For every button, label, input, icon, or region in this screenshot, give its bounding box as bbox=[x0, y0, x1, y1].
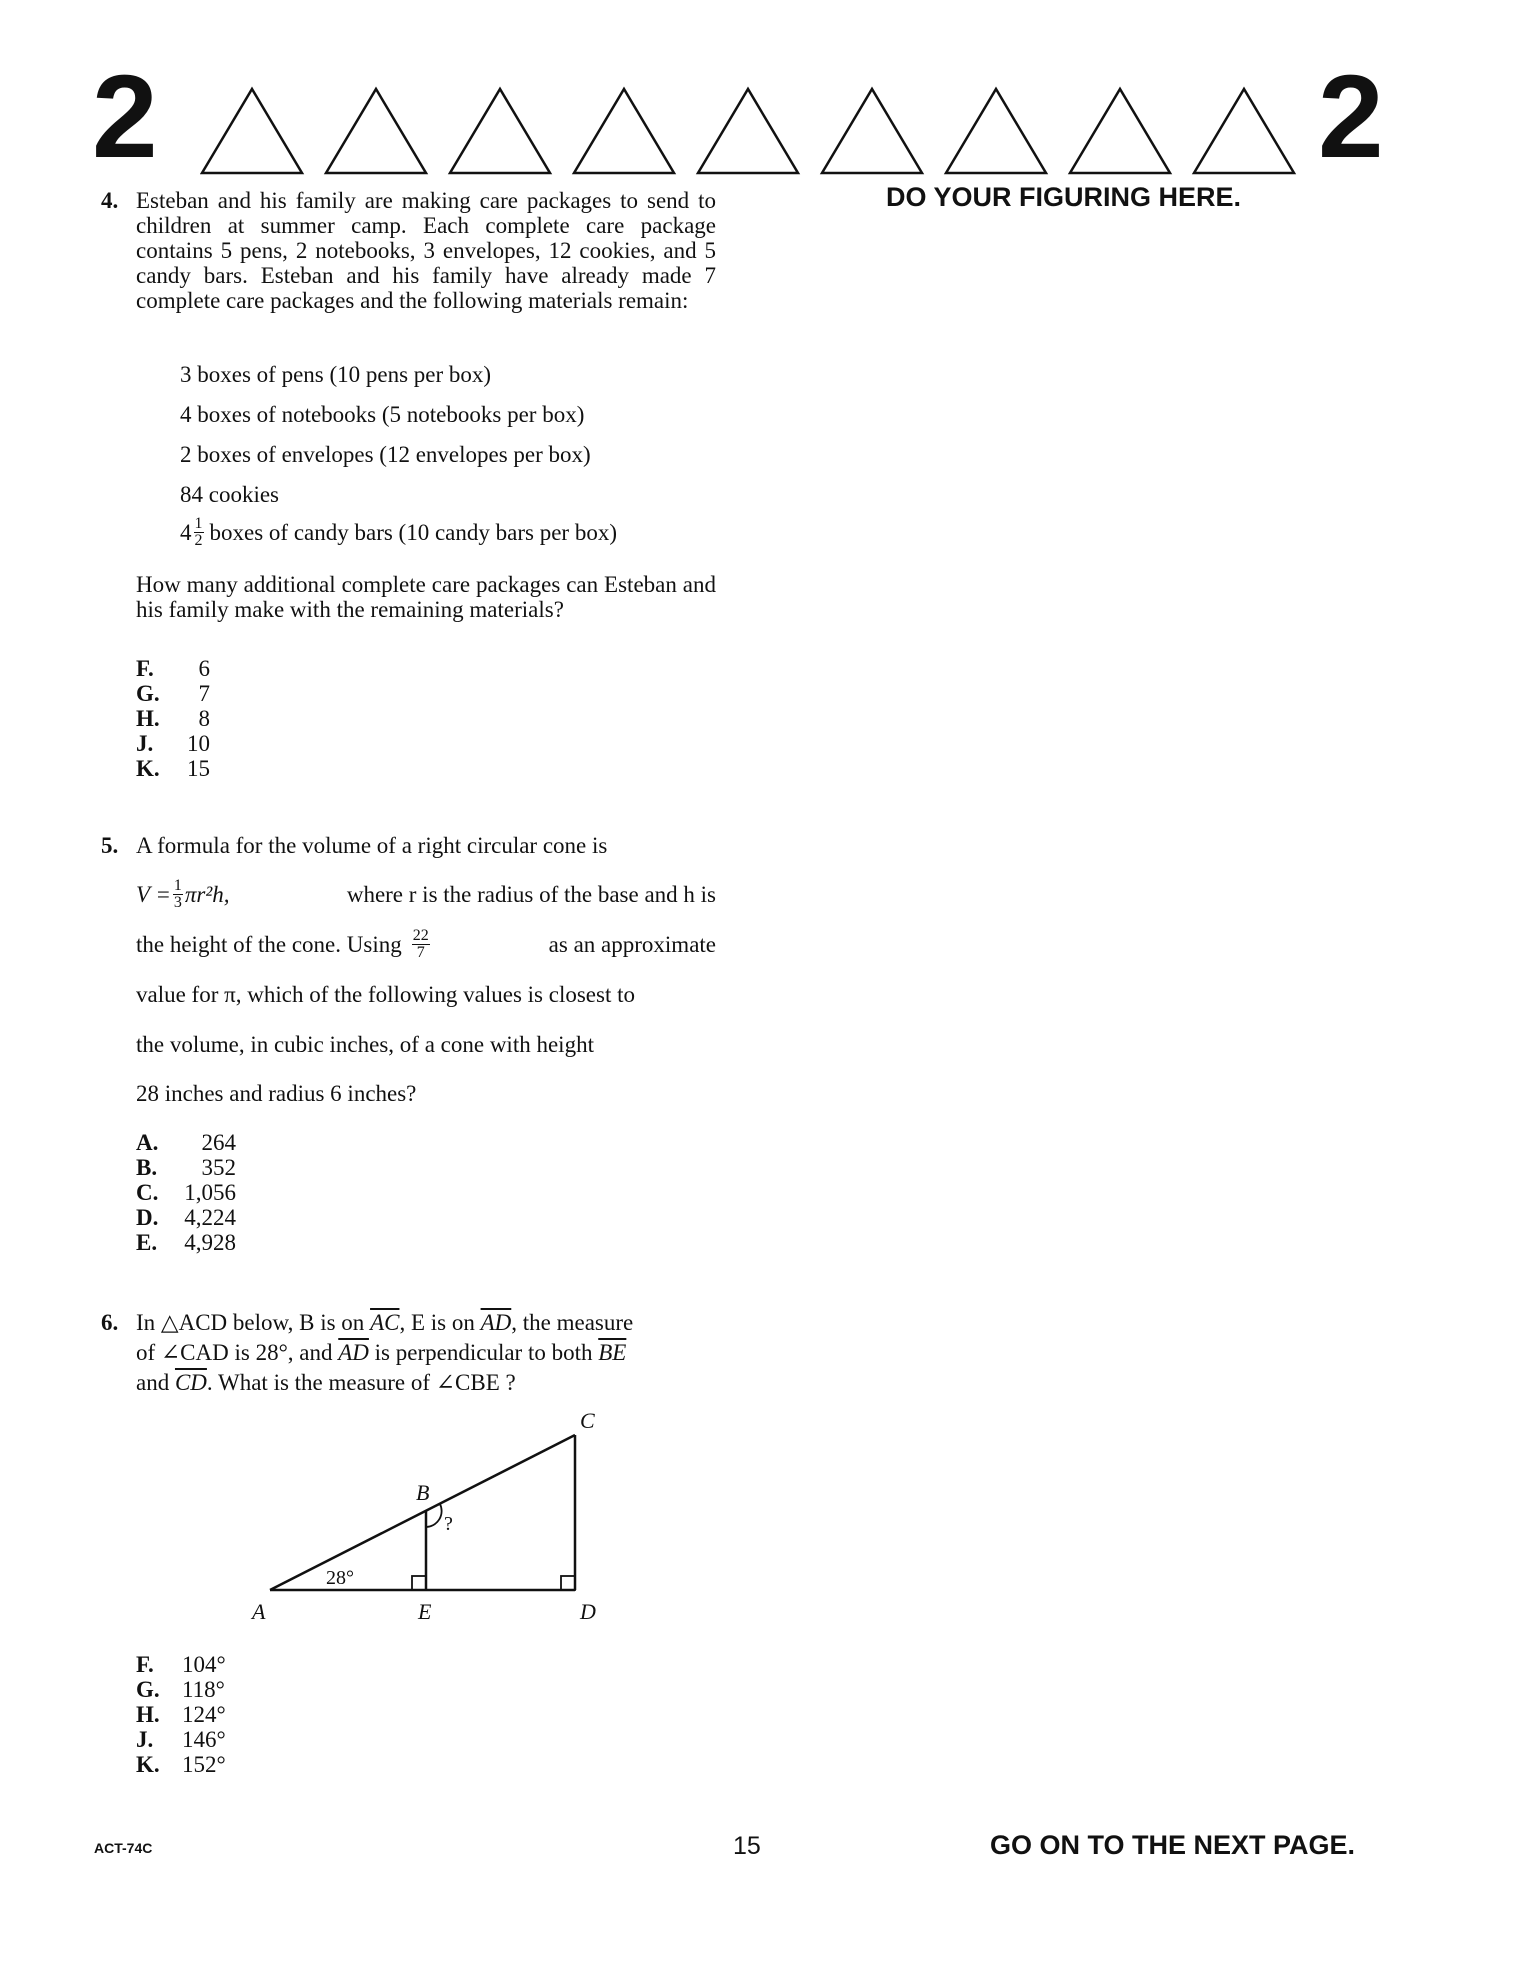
question-text-line: In △ACD below, B is on $\overline{AC}$ , E is on $\overline{AD}$ , the measure bbox=[136, 1310, 634, 1335]
answer-choice[interactable]: A. 264 bbox=[136, 1130, 236, 1155]
answer-choice[interactable]: F. 6 bbox=[136, 656, 210, 681]
unknown-angle-label: ? bbox=[444, 1513, 453, 1535]
list-item-text: boxes of candy bars (10 candy bars per box) bbox=[209, 519, 617, 545]
list-item: 3 boxes of pens (10 pens per box) bbox=[180, 362, 492, 387]
question-text-line: value for π, which of the following values is closest to bbox=[136, 982, 635, 1007]
vertex-label-e: E bbox=[418, 1599, 432, 1624]
figuring-label: DO YOUR FIGURING HERE. bbox=[886, 182, 1242, 212]
list-item: 2 boxes of envelopes (12 envelopes per box) bbox=[180, 442, 591, 467]
triangle-icon bbox=[1070, 89, 1170, 173]
triangle-icon bbox=[326, 89, 426, 173]
next-page-label: GO ON TO THE NEXT PAGE. bbox=[990, 1830, 1356, 1860]
answer-choice[interactable]: H. 8 bbox=[136, 706, 210, 731]
answer-choices bbox=[136, 656, 210, 781]
section-number-left: 2 bbox=[92, 51, 158, 183]
segment-label: $\overline{AC}$ bbox=[370, 1310, 400, 1335]
triangle-icon bbox=[822, 89, 922, 173]
answer-choice[interactable]: E. 4,928 bbox=[136, 1230, 236, 1255]
list-item: 4 boxes of notebooks (5 notebooks per box) bbox=[180, 402, 585, 427]
segment-label: $\overline{CD}$ bbox=[174, 1370, 207, 1395]
answer-choice[interactable]: C. 1,056 bbox=[136, 1180, 236, 1205]
vertex-label-b: B bbox=[416, 1480, 430, 1505]
fraction: $\frac{22}{7}$ bbox=[412, 927, 429, 961]
triangle-icon bbox=[1194, 89, 1294, 173]
angle-label: 28° bbox=[326, 1567, 354, 1589]
fraction bbox=[194, 516, 204, 549]
question-text-line: of ∠CAD is 28°, and $\overline{AD}$ is perpendicular to both $\overline{BE}$ bbox=[136, 1340, 627, 1365]
vertex-label-c: C bbox=[580, 1408, 595, 1433]
fraction: $\frac{1}{3}$ bbox=[173, 877, 182, 911]
triangle-icon bbox=[202, 89, 302, 173]
question-text-line bbox=[136, 878, 716, 911]
question-stem: Esteban and his family are making care packages to send to children at summer camp. Each complete care package contains 5 pens, 2 notebooks, 3 envelopes, 12 cookies, and 5 candy bars. Esteban and his family have already made 7 complete care packages and the following materials remain: bbox=[136, 188, 716, 313]
segment-label: $\overline{BE}$ bbox=[598, 1340, 627, 1365]
section-number-right: 2 bbox=[1318, 51, 1384, 183]
question-prompt: How many additional complete care packages can Esteban and his family make with the remaining materials? bbox=[136, 572, 716, 622]
list-item: 84 cookies bbox=[180, 482, 280, 507]
question-text-line: and $\overline{CD}$ . What is the measure of ∠CBE ? bbox=[136, 1370, 516, 1395]
segment-label: $\overline{AD}$ bbox=[480, 1310, 512, 1335]
answer-choice[interactable]: G. 118° bbox=[136, 1677, 225, 1702]
triangle-icon bbox=[946, 89, 1046, 173]
list-item bbox=[180, 516, 617, 549]
vertex-label-d: D bbox=[580, 1599, 596, 1624]
answer-choices bbox=[136, 1652, 226, 1777]
answer-choice[interactable]: D. 4,224 bbox=[136, 1205, 236, 1230]
vertex-label-a: A bbox=[252, 1599, 266, 1624]
answer-choice[interactable]: B. 352 bbox=[136, 1155, 236, 1180]
formula-lhs: V = bbox=[136, 881, 171, 907]
answer-choice[interactable]: J. 10 bbox=[136, 731, 210, 756]
answer-choices bbox=[136, 1130, 236, 1255]
answer-choice[interactable]: H. 124° bbox=[136, 1702, 226, 1727]
segment-label: $\overline{AD}$ bbox=[338, 1340, 369, 1365]
question-text-line: A formula for the volume of a right circular cone is bbox=[136, 833, 608, 858]
triangle-row bbox=[200, 85, 1300, 175]
triangle-icon bbox=[450, 89, 550, 173]
answer-choice[interactable]: K. 15 bbox=[136, 756, 210, 781]
segment-ac bbox=[270, 1435, 575, 1590]
footer-code: ACT-74C bbox=[94, 1840, 153, 1856]
question-text-line: the height of the cone. Using $\frac{22}{7}$ as an approximate bbox=[136, 927, 716, 961]
question-number: 6. bbox=[101, 1310, 119, 1335]
question-text-line: 28 inches and radius 6 inches? bbox=[136, 1081, 417, 1106]
answer-choice[interactable]: G. 7 bbox=[136, 681, 210, 706]
question-number: 4. bbox=[101, 188, 119, 213]
answer-choice[interactable]: F. 104° bbox=[136, 1652, 226, 1677]
question-number: 5. bbox=[101, 833, 119, 858]
formula-rhs: πr²h, bbox=[184, 881, 230, 907]
fraction-denominator: 2 bbox=[194, 532, 203, 549]
question-text-line: the volume, in cubic inches, of a cone with height bbox=[136, 1032, 594, 1057]
answer-choice[interactable]: K. 152° bbox=[136, 1752, 226, 1777]
mixed-number-whole: 4 bbox=[180, 519, 192, 545]
page-number: 15 bbox=[733, 1832, 761, 1860]
triangle-icon bbox=[574, 89, 674, 173]
question-text: where r is the radius of the base and h is bbox=[346, 881, 716, 907]
fraction-numerator: 1 bbox=[194, 515, 203, 532]
answer-choice[interactable]: J. 146° bbox=[136, 1727, 226, 1752]
triangle-figure bbox=[240, 1400, 620, 1630]
right-angle-marker bbox=[561, 1576, 575, 1590]
triangle-icon bbox=[698, 89, 798, 173]
right-angle-marker bbox=[412, 1576, 426, 1590]
